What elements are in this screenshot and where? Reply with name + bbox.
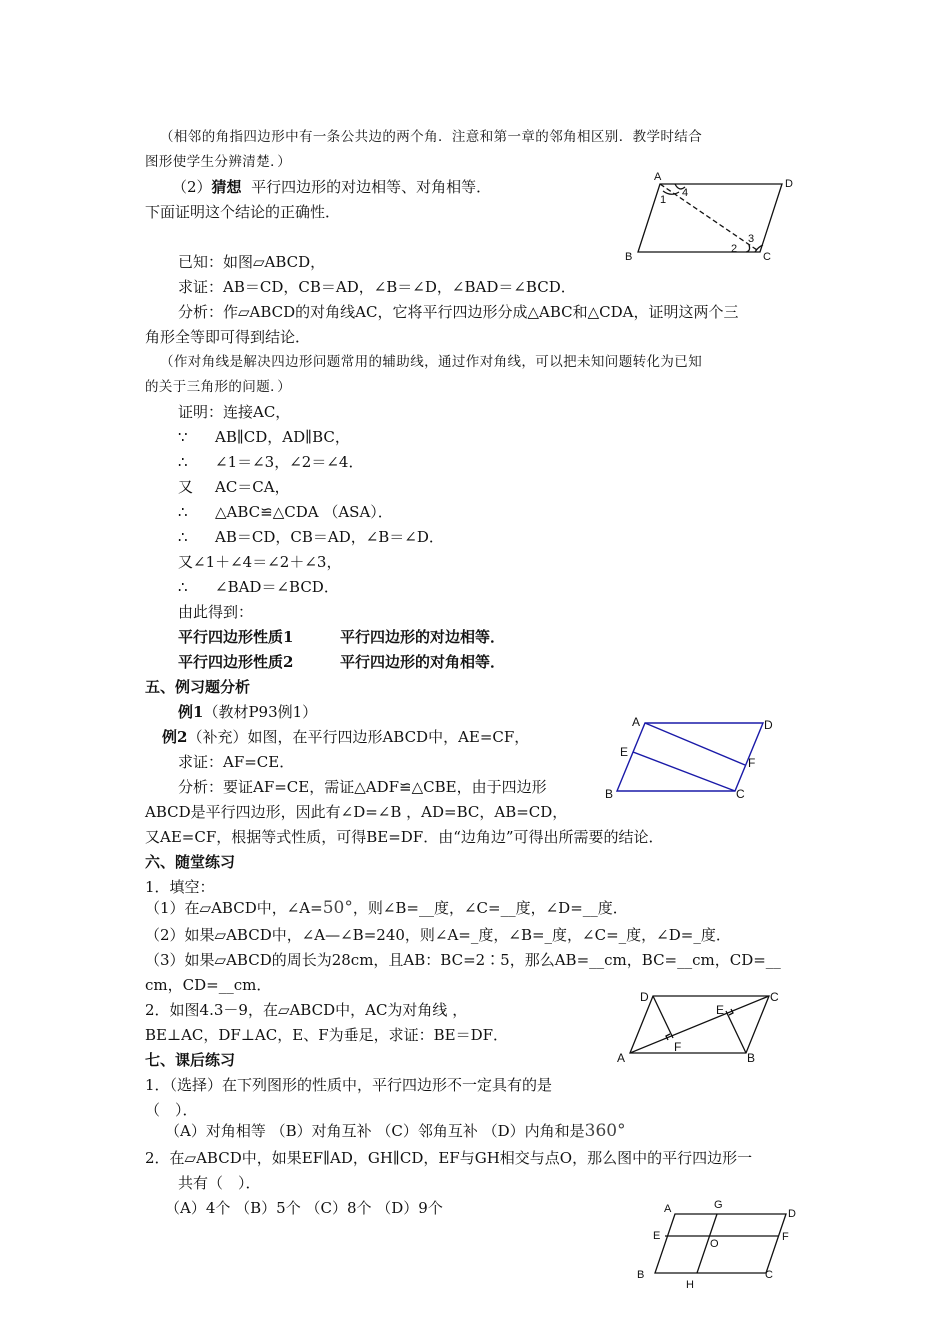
label-c: C <box>770 990 779 1004</box>
label-c: C <box>736 787 745 801</box>
proof-step-5 <box>178 527 188 547</box>
segment-df <box>653 996 673 1038</box>
proof-step-3 <box>178 477 193 497</box>
label-b: B <box>637 1269 645 1281</box>
therefore-symbol: ∴ <box>178 528 188 546</box>
section-5-heading: 五、例习题分析 <box>145 678 251 696</box>
example-2-text: （补充）如图，在平行四边形ABCD中，AE=CF， <box>187 728 530 746</box>
prove-intro: 下面证明这个结论的正确性． <box>145 203 341 221</box>
proof-step-5-text: AB＝CD，CB＝AD，∠B＝∠D． <box>215 528 444 546</box>
therefore-symbol: ∴ <box>178 503 188 521</box>
example-2 <box>162 727 529 747</box>
example-2-analysis-3: 又AE=CF，根据等式性质，可得BE=DF．由“边角边”可得出所需要的结论． <box>145 828 664 846</box>
question-1-3-line-1: （3）如果▱ABCD的周长为28cm，且AB：BC=2∶5，那么AB=__cm，BC=__cm，CD=__ <box>145 951 781 969</box>
label-o: O <box>710 1238 719 1250</box>
example-2-prove: 求证：AF=CE． <box>178 753 295 771</box>
parallelogram-abcd <box>655 1214 786 1273</box>
question-1-1-a: （1）在▱ABCD中，∠A= <box>145 899 323 917</box>
label-a: A <box>654 171 662 183</box>
label-b: B <box>747 1051 756 1065</box>
proof-step-4-text: △ABC≌△CDA （ASA）． <box>215 503 393 521</box>
label-e: E <box>620 745 629 759</box>
question-1-2: （2）如果▱ABCD中，∠A—∠B=240，则∠A=_度，∠B=_度，∠C=_度，∠D=_度． <box>145 926 731 944</box>
given-line: 已知：如图▱ABCD， <box>178 253 326 271</box>
label-e: E <box>653 1230 661 1242</box>
parallelogram-abcd <box>617 723 763 791</box>
hence-line: 由此得到： <box>178 603 254 621</box>
figure-subdivided-parallelogram <box>628 1195 808 1295</box>
label-g: G <box>714 1199 723 1211</box>
label-angle-3: 3 <box>748 233 755 245</box>
label-d: D <box>788 1208 796 1220</box>
label-d: D <box>640 990 649 1004</box>
proof-step-7-text: ∠BAD＝∠BCD． <box>215 578 339 596</box>
note-1-line-1: （相邻的角指四边形中有一条公共边的两个角．注意和第一章的邻角相区别．教学时结合 <box>160 129 703 145</box>
figure-parallelogram-diagonal <box>615 165 800 265</box>
proof-start: 证明：连接AC， <box>178 403 291 421</box>
proof-step-4 <box>178 502 188 522</box>
label-d: D <box>764 718 773 732</box>
conjecture-label: 猜想 <box>211 178 242 196</box>
label-f: F <box>782 1231 789 1243</box>
example-2-label: 例2 <box>162 728 188 746</box>
diagonal-ac <box>630 996 769 1053</box>
question-1: 1．填空： <box>145 878 215 896</box>
note-2-line-2: 的关于三角形的问题．） <box>145 379 292 395</box>
label-e: E <box>716 1003 725 1017</box>
label-b: B <box>625 251 633 263</box>
question-1-1-b: ，则∠B=__度，∠C=__度，∠D=__度． <box>352 899 628 917</box>
section-6-heading: 六、随堂练习 <box>145 853 236 871</box>
angle-arc-2 <box>746 245 750 252</box>
segment-af <box>645 723 745 765</box>
conjecture-text: 平行四边形的对边相等、对角相等． <box>251 178 492 196</box>
figure-example-2 <box>600 712 790 804</box>
label-c: C <box>765 1269 773 1281</box>
property-1-label: 平行四边形性质1 <box>178 628 294 646</box>
homework-2-line-1: 2．在▱ABCD中，如果EF∥AD，GH∥CD，EF与GH相交与点O，那么图中的平行四边形一 <box>145 1149 753 1167</box>
segment-ec <box>633 752 735 791</box>
label-h: H <box>686 1279 694 1291</box>
analysis-line-2: 角形全等即可得到结论． <box>145 328 311 346</box>
conjecture-prefix: （2） <box>172 178 212 196</box>
proof-step-7 <box>178 577 188 597</box>
label-f: F <box>748 756 756 770</box>
label-a: A <box>617 1051 626 1065</box>
angle-value: 50° <box>322 898 353 918</box>
property-2-text: 平行四边形的对角相等． <box>340 653 506 671</box>
example-1-text: （教材P93例1） <box>203 703 318 721</box>
note-1-line-2: 图形使学生分辨清楚．） <box>145 154 292 170</box>
proof-step-2-text: ∠1＝∠3，∠2＝∠4． <box>215 453 364 471</box>
homework-2-choices: （A）4个 （B）5个 （C）8个 （D）9个 <box>165 1199 443 1217</box>
also-word: 又 <box>178 478 194 496</box>
question-2-line-1: 2．如图4.3－9，在▱ABCD中，AC为对角线 ， <box>145 1001 468 1019</box>
label-a: A <box>632 715 641 729</box>
label-c: C <box>763 251 771 263</box>
homework-1-choices-text: （A）对角相等 （B）对角互补 （C）邻角互补 （D）内角和是 <box>165 1122 585 1140</box>
proof-step-2 <box>178 452 188 472</box>
question-2-line-2: BE⊥AC，DF⊥AC，E、F为垂足，求证：BE＝DF． <box>145 1026 509 1044</box>
label-angle-1: 1 <box>660 194 667 206</box>
homework-1-line-2: （ ）． <box>145 1101 198 1119</box>
segment-be <box>726 1011 746 1053</box>
example-1 <box>178 702 317 722</box>
label-a: A <box>664 1203 672 1215</box>
analysis-line-1: 分析：作▱ABCD的对角线AC，它将平行四边形分成△ABC和△CDA，证明这两个三 <box>178 303 739 321</box>
therefore-symbol: ∴ <box>178 578 188 596</box>
because-symbol: ∵ <box>178 428 188 446</box>
label-b: B <box>605 787 614 801</box>
to-prove-line: 求证：AB＝CD，CB＝AD，∠B＝∠D，∠BAD＝∠BCD． <box>178 278 576 296</box>
homework-1-line-1: 1．（选择）在下列图形的性质中，平行四边形不一定具有的是 <box>145 1076 553 1094</box>
conjecture-line <box>172 177 491 197</box>
question-1-1 <box>145 898 628 918</box>
proof-step-3-text: AC＝CA， <box>215 478 290 496</box>
property-2-label: 平行四边形性质2 <box>178 653 294 671</box>
example-2-analysis-1: 分析：要证AF=CE，需证△ADF≌△CBE，由于四边形 <box>178 778 547 796</box>
label-f: F <box>674 1040 682 1054</box>
example-1-label: 例1 <box>178 703 204 721</box>
homework-1-choices <box>165 1121 626 1141</box>
figure-perpendiculars <box>613 985 793 1070</box>
note-2-line-1: （作对角线是解决四边形问题常用的辅助线，通过作对角线，可以把未知问题转化为已知 <box>160 354 703 370</box>
angle-sum-value: 360° <box>584 1121 626 1141</box>
label-angle-2: 2 <box>731 243 738 255</box>
therefore-symbol: ∴ <box>178 453 188 471</box>
label-angle-4: 4 <box>682 187 689 199</box>
proof-step-1 <box>178 427 188 447</box>
homework-2-line-2: 共有（ ）． <box>178 1174 261 1192</box>
proof-step-6: 又∠1＋∠4＝∠2＋∠3， <box>178 553 342 571</box>
question-1-3-line-2: cm，CD=__cm． <box>145 976 272 994</box>
example-2-analysis-2: ABCD是平行四边形，因此有∠D=∠B ，AD=BC，AB=CD， <box>145 803 568 821</box>
label-d: D <box>785 178 793 190</box>
section-7-heading: 七、课后练习 <box>145 1051 236 1069</box>
property-1-text: 平行四边形的对边相等． <box>340 628 506 646</box>
proof-step-1-text: AB∥CD，AD∥BC， <box>215 428 350 446</box>
